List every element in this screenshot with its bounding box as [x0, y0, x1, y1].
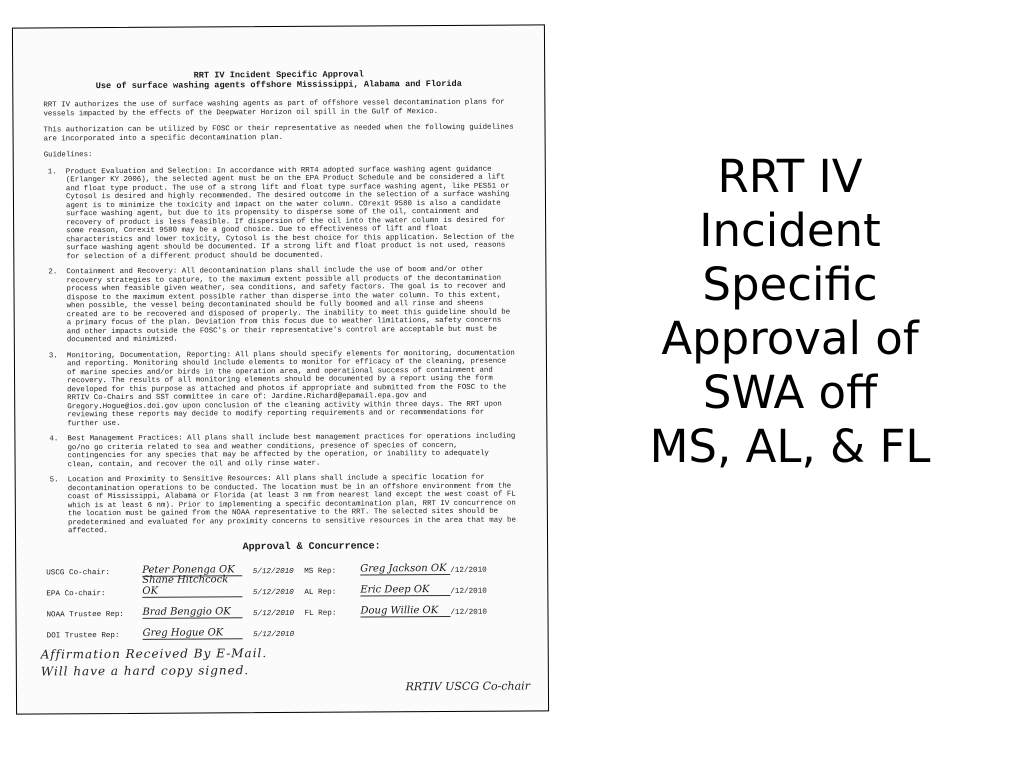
slide-title-line: Specific [702, 258, 878, 311]
guideline-item [44, 266, 515, 345]
signature-table [46, 553, 518, 640]
signature-row [46, 574, 517, 598]
guideline-item [46, 474, 517, 536]
signature-row [46, 595, 517, 619]
slide-title-line: Approval of [661, 312, 919, 365]
handwritten-signoff: RRTIV USCG Co-chair [405, 679, 530, 694]
authorization-paragraph: This authorization can be utilized by FOSC or their representative as needed when the following guidelines are incorporated into a specific decontamination plan. [43, 123, 514, 143]
signature-role: EPA Co-chair: [46, 589, 106, 598]
guideline-number: 5. [49, 476, 59, 485]
signature-date: 5/12/2010 [252, 567, 294, 576]
guideline-number: 4. [49, 435, 59, 444]
guidelines-label: Guidelines: [43, 151, 93, 160]
signature-date: /12/2010 [450, 587, 487, 596]
guideline-number: 1. [47, 167, 57, 176]
signature-role: USCG Co-chair: [46, 568, 111, 577]
guideline-number: 3. [48, 351, 58, 360]
handwritten-signature: Eric Deep OK [360, 583, 450, 596]
document-title-line1: RRT IV Incident Specific Approval [193, 69, 364, 81]
guideline-item [45, 433, 516, 470]
signature-date: 5/12/2010 [252, 609, 295, 618]
signature-role: FL Rep: [304, 609, 337, 618]
handwritten-signature: Greg Jackson OK [360, 562, 450, 575]
handwritten-note [41, 643, 548, 680]
guideline-number: 2. [48, 268, 58, 277]
signature-row [46, 553, 517, 577]
slide-title-line: Incident [699, 204, 881, 257]
approval-heading: Approval & Concurrence: [242, 540, 381, 553]
handwritten-signature: Peter Ponenga OK [142, 564, 242, 577]
handwritten-signature: Brad Benggio OK [142, 606, 242, 619]
slide-title-line: SWA off [702, 366, 878, 419]
handwritten-note-line1: Affirmation Received By E-Mail. [40, 645, 268, 661]
document-title [13, 68, 544, 91]
slide-title-line: MS, AL, & FL [649, 420, 931, 473]
signature-role: AL Rep: [304, 588, 337, 597]
handwritten-note-line2: Will have a hard copy signed. [40, 662, 250, 678]
signature-role: MS Rep: [304, 567, 337, 576]
guideline-text: Monitoring, Documentation, Reporting: All plans should specify elements for monitoring, documentation and reporting. Monitoring should include elements to monitor for efficacy of the cleaning, presence of marine species and/or birds in the operation area, and operational success of containment and recovery. The results of all monitoring elements should be documented by a report using the form developed for this purpose as attached and photos if appropriate and submitted from the FOSC to the RRTIV Co-Chairs and SST committee in care of: Jardine.Richard@epamail.epa.gov and Gregory.Hogue@ios.doi.gov upon conclusion of the cleaning activity within three days. The RRT upon reviewing these reports may decide to modify reporting requirements and or recommendations for further use. [66, 349, 515, 428]
guideline-item [45, 349, 516, 428]
scanned-document [12, 24, 549, 714]
handwritten-signature: Doug Willie OK [360, 604, 450, 617]
guideline-item [44, 165, 516, 261]
signature-date: 5/12/2010 [253, 630, 295, 639]
signature-date: /12/2010 [450, 566, 487, 575]
guideline-text: Containment and Recovery: All decontamination plans shall include the use of boom and/or other recovery strategies to capture, to the maximum extent possible all products of the decontamination process when feasible given weather, sea conditions, and safety factors. The goal is to recover and dispose to the maximum extent possible rather than disperse into the water column. To this extent, when possible, the vessel being decontaminated should be fully boomed and all rinse and sheens created are to be recovered and disposed of properly. The inability to meet this guideline should be a primary focus of the plan. Deviation from this focus due to weather limitations, safety concerns and other impacts outside the FOSC's or their representative's control are acceptable but must be documented and minimized. [66, 265, 511, 345]
signature-role: DOI Trustee Rep: [46, 631, 120, 640]
handwritten-signature: Shane Hitchcock OK [142, 574, 242, 598]
guideline-text: Best Management Practices: All plans shall include best management practices for operations including go/no go criteria related to sea and weather conditions, presence of species of concern, contingencies for any species that may be affected by the operation, or inability to adequately clean, contain, and recover the oil and oily rinse water. [67, 432, 516, 469]
intro-paragraph: RRT IV authorizes the use of surface washing agents as part of offshore vessel decontamination plans for vessels impacted by the effects of the Deepwater Horizon oil spill in the Gulf of Mexico. [43, 98, 505, 118]
signature-date: /12/2010 [450, 608, 487, 617]
signature-row [47, 616, 518, 640]
slide-title [600, 150, 980, 474]
guideline-text: Product Evaluation and Selection: In accordance with RRT4 adopted surface washing agent guidance (Erlanger KY 2006), the selected agent must be on the EPA Product Schedule and be considered a lift and float type product. The use of a strong lift and float type surface washing agent, like PES51 or Cytosol is desired and highly recommended. The desired outcome in the selection of a surface washing agent is to minimize the toxicity and impact on the water column. COrexit 9580 is also a candidate surface washing agent, but due to its propensity to disperse some of the oil, containment and recovery of product is less feasible. If dispersion of the oil into the water column is desired for some reason, Corexit 9580 may be a good choice. Due to effectiveness of lift and float characteristics and lower toxicity, Cytosol is the best choice for this application. Selection of the surface washing agent should be documented. If a strong lift and float product is not used, reasons for selection of a different product should be documented. [65, 165, 515, 261]
signature-role: NOAA Trustee Rep: [46, 610, 125, 619]
guideline-text: Location and Proximity to Sensitive Resources: All plans shall include a specific location for decontamination operations to be conducted. The location must be in an offshore environment from the coast of Mississippi, Alabama or Florida (at least 3 nm from nearest land except the west coast of FL which is at least 6 nm). Prior to implementing a specific decontamination plan, RRT IV concurrence on the location must be gained from the NOAA representative to the RRT. The selected sites should be predetermined and evaluated for any proximity concerns to sensitive resources in the area that may be affected. [67, 473, 516, 536]
document-title-line2: Use of surface washing agents offshore Mississippi, Alabama and Florida [95, 78, 462, 92]
signature-date: 5/12/2010 [252, 588, 294, 597]
handwritten-signature: Greg Hogue OK [143, 627, 243, 640]
slide-title-line: RRT IV [717, 150, 863, 203]
guidelines-list [44, 165, 517, 536]
